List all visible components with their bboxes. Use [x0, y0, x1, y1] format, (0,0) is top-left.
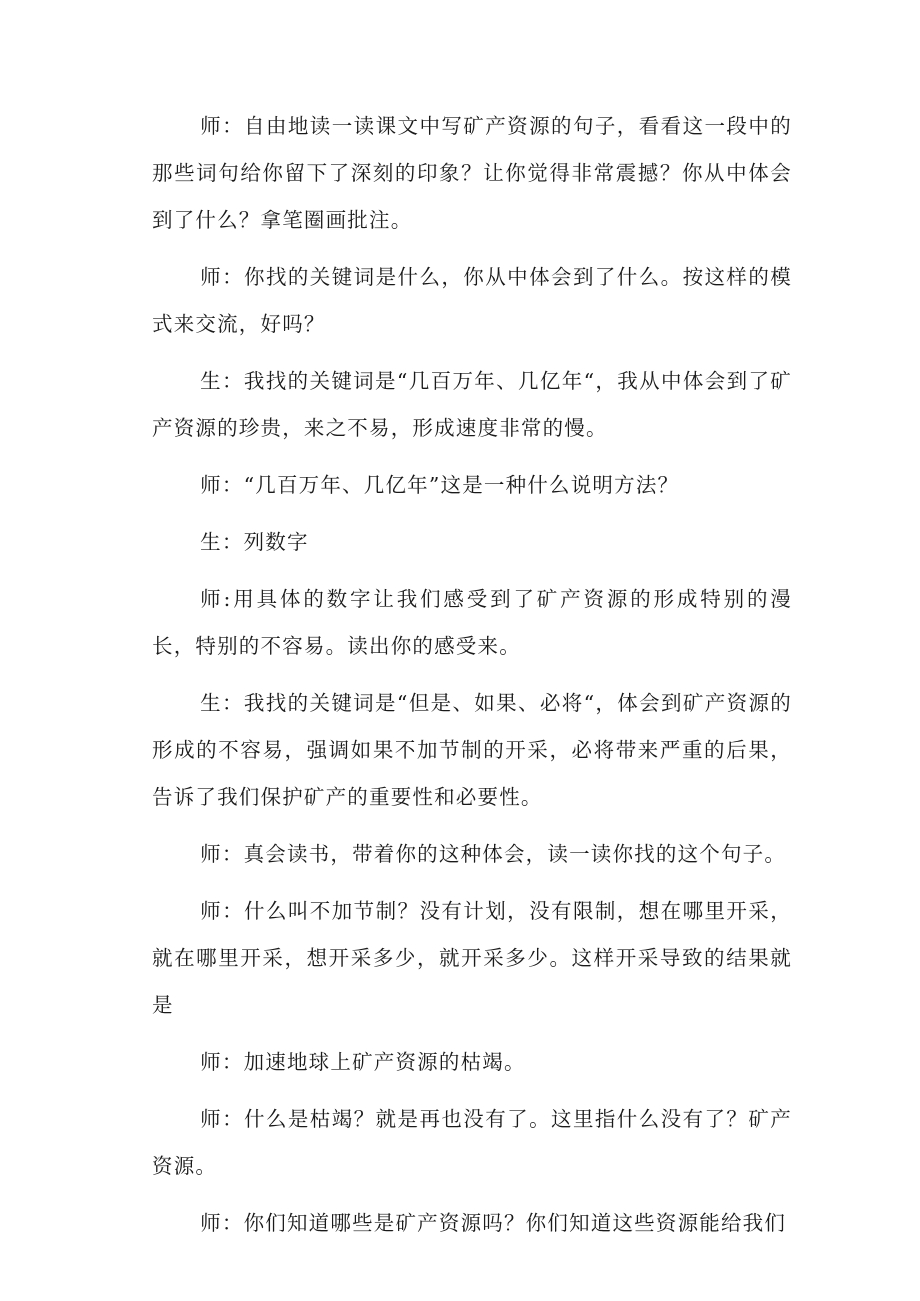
- paragraph: 师:用具体的数字让我们感受到了矿产资源的形成特别的漫长，特别的不容易。读出你的感受来。: [152, 587, 792, 658]
- paragraph: 师：自由地读一读课文中写矿产资源的句子，看看这一段中的那些词句给你留下了深刻的印象？让你觉得非常震撼？你从中体会到了什么？拿笔圈画批注。: [152, 114, 792, 232]
- paragraph: 师：你找的关键词是什么，你从中体会到了什么。按这样的模式来交流，好吗？: [152, 265, 792, 336]
- paragraph: 师：“几百万年、几亿年”这是一种什么说明方法？: [200, 473, 680, 497]
- paragraph: 师：你们知道哪些是矿产资源吗？你们知道这些资源能给我们: [200, 1211, 787, 1235]
- paragraph: 生：我找的关键词是“但是、如果、必将“，体会到矿产资源的形成的不容易，强调如果不加节制的开采，必将带来严重的后果，告诉了我们保护矿产的重要性和必要性。: [152, 691, 792, 809]
- paragraph: 师：加速地球上矿产资源的枯竭。: [200, 1050, 526, 1074]
- paragraph: 师：真会读书，带着你的这种体会，读一读你找的这个句子。: [200, 842, 787, 866]
- document-body: [152, 103, 792, 1257]
- paragraph: 生：列数字: [200, 530, 309, 554]
- paragraph: 师：什么是枯竭？就是再也没有了。这里指什么没有了？矿产资源。: [152, 1107, 792, 1178]
- paragraph: 生：我找的关键词是“几百万年、几亿年“，我从中体会到了矿产资源的珍贵，来之不易，形成速度非常的慢。: [152, 369, 792, 440]
- paragraph: 师：什么叫不加节制？没有计划，没有限制，想在哪里开采，就在哪里开采，想开采多少，就开采多少。这样开采导致的结果就是: [152, 899, 792, 1017]
